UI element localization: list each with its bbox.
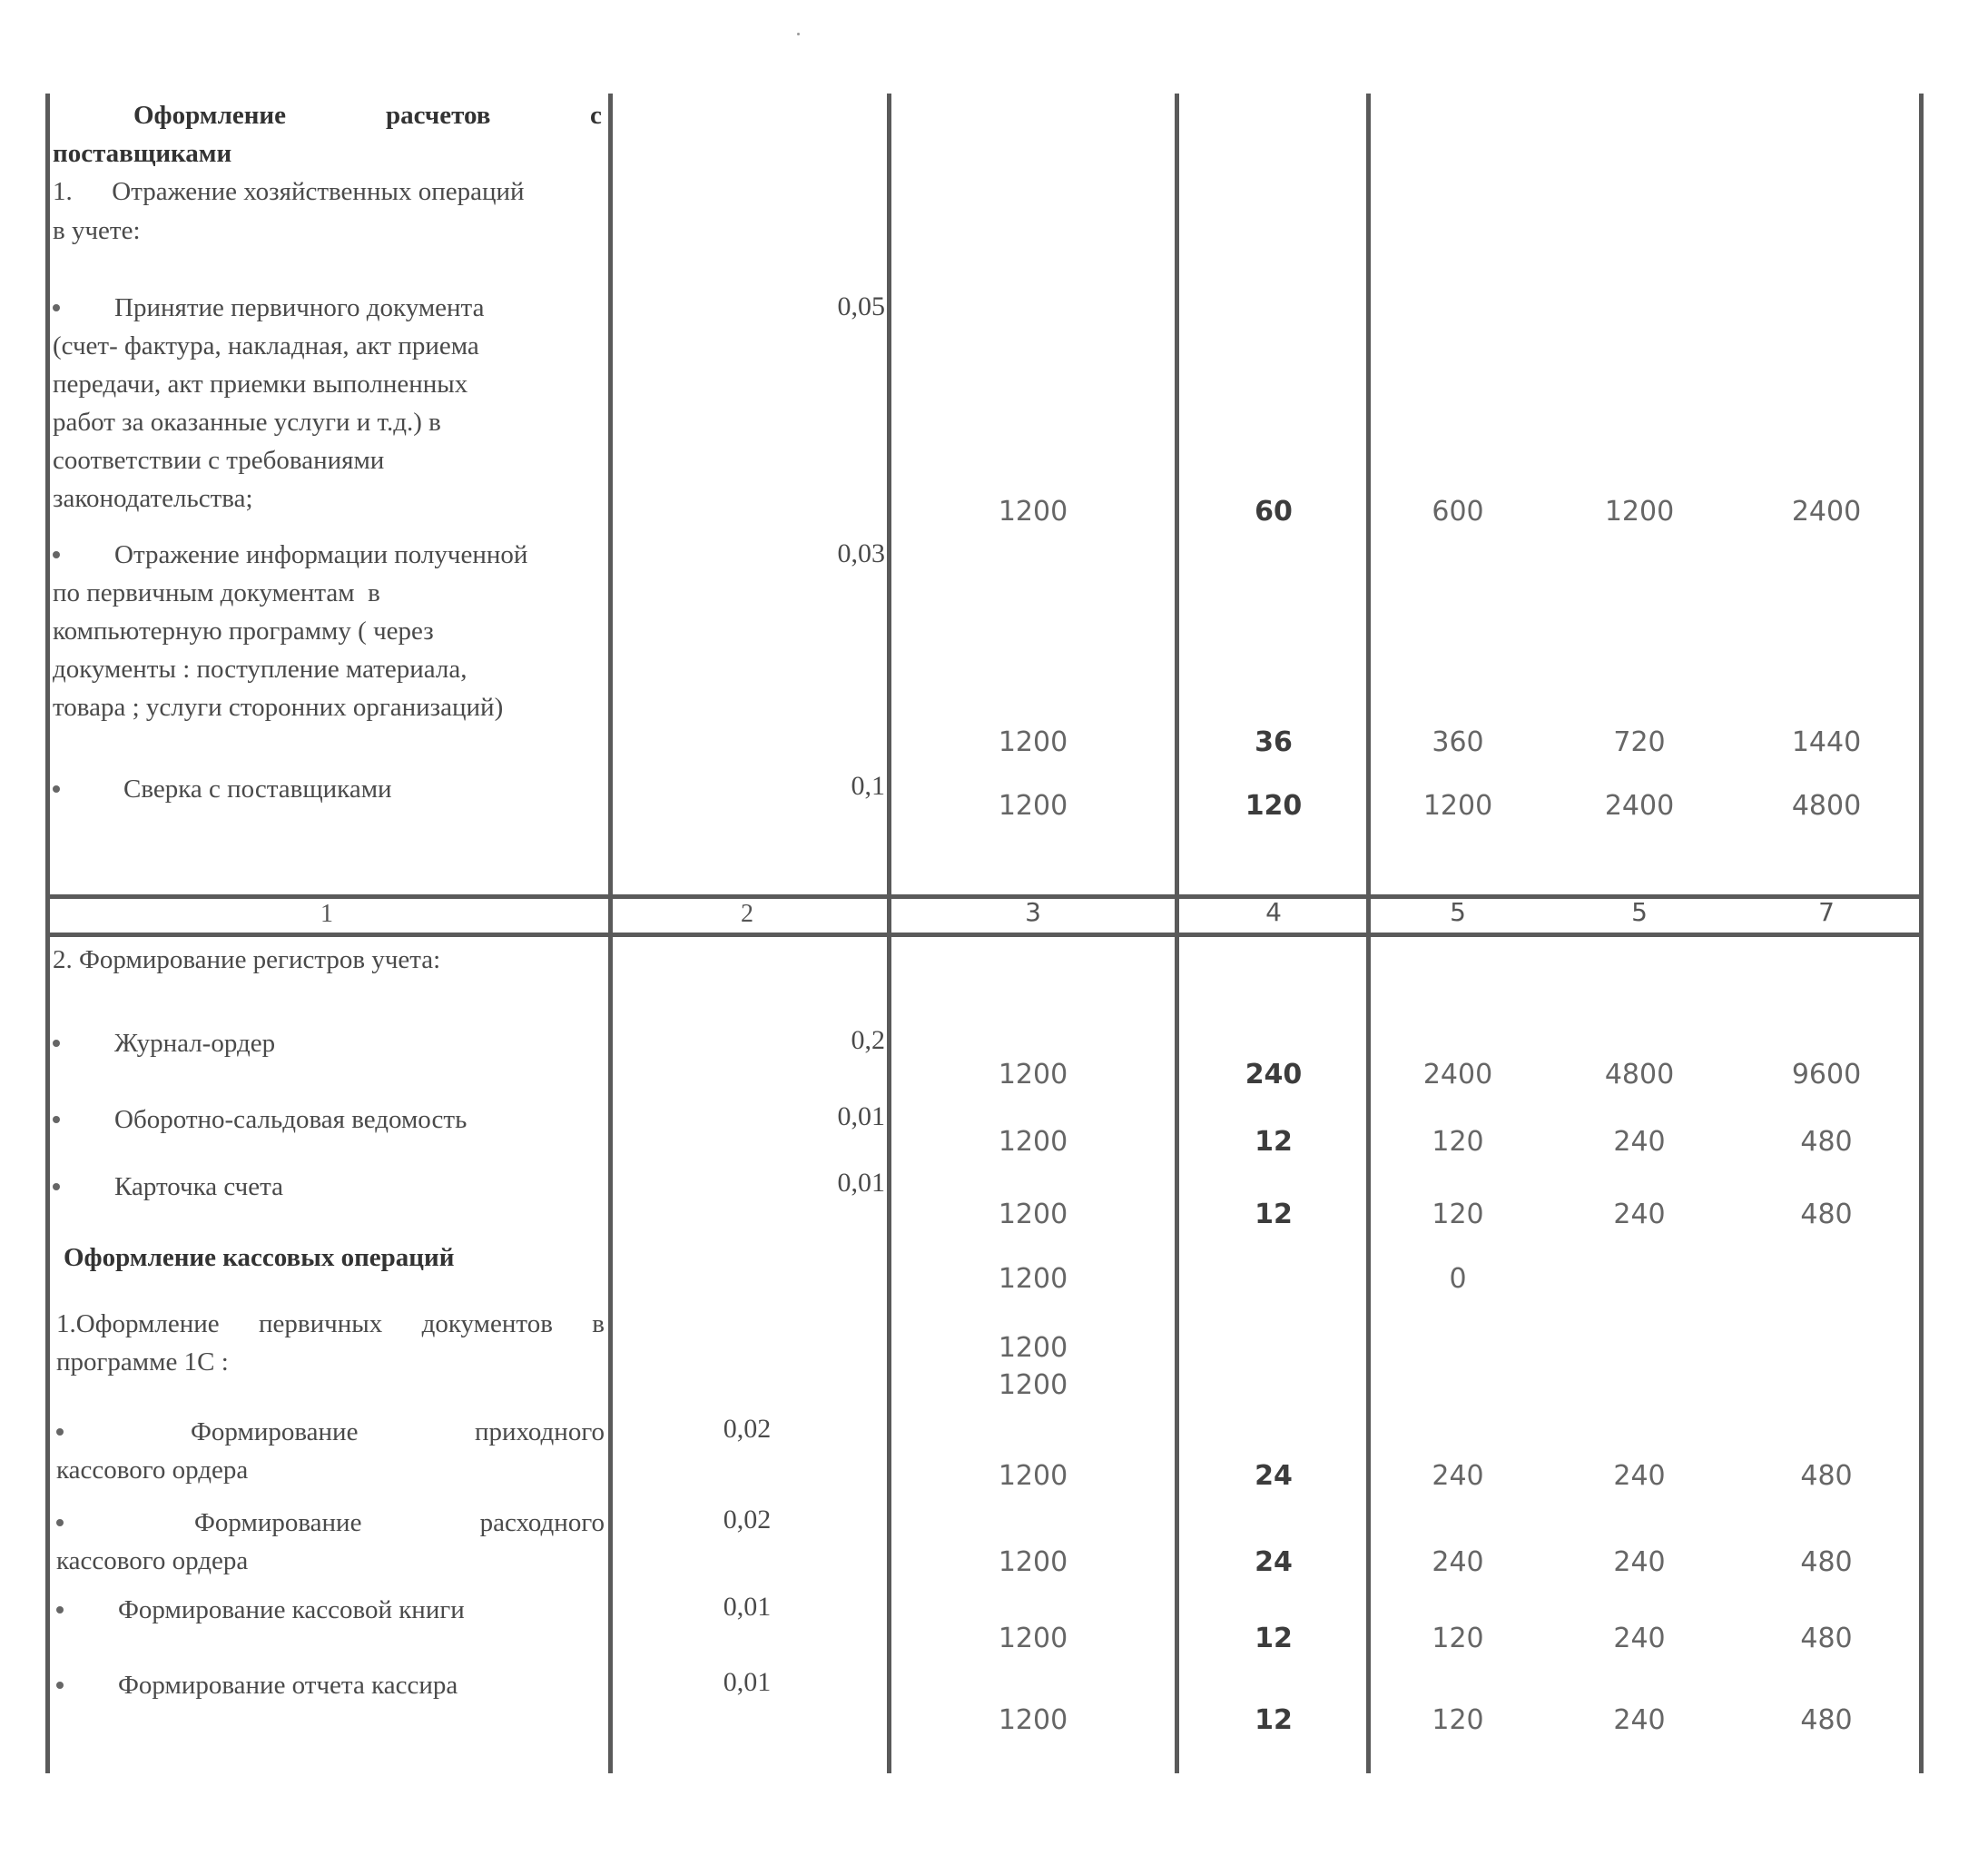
value-cell-c5: 0 <box>1449 1263 1467 1295</box>
value-cell-c3: 1200 <box>998 1126 1068 1158</box>
column-number-6: 5 <box>1631 897 1648 927</box>
section1-title-word3: с <box>590 101 602 130</box>
value-cell-c7: 4800 <box>1791 790 1862 822</box>
value-cell-c4: 24 <box>1255 1546 1293 1578</box>
value-cell-c4: 12 <box>1255 1623 1293 1654</box>
table-row-text-line2: кассового ордера <box>56 1456 249 1485</box>
value-cell-c3: 1200 <box>998 1332 1068 1364</box>
value-cell-c4: 12 <box>1255 1199 1293 1230</box>
table-row-text: Формирование отчета кассира <box>56 1666 458 1704</box>
value-cell-c4: 60 <box>1255 496 1293 528</box>
value-cell-c6: 240 <box>1613 1546 1666 1578</box>
table-row-text <box>53 289 606 518</box>
bullet-icon <box>53 785 60 793</box>
value-cell-c4: 240 <box>1245 1059 1303 1090</box>
value-cell-c7: 2400 <box>1791 496 1862 528</box>
text-line: законодательства; <box>53 484 253 513</box>
value-cell-c6: 240 <box>1613 1704 1666 1736</box>
value-cell-c4: 12 <box>1255 1126 1293 1158</box>
bullet-icon <box>53 304 60 311</box>
column-number-2: 2 <box>741 900 753 928</box>
coefficient-cell: 0,01 <box>723 1592 772 1622</box>
section1-title-word1: Оформление <box>133 101 286 130</box>
table-row-text: Журнал-ордер <box>53 1024 275 1062</box>
value-cell-c7: 1440 <box>1791 726 1862 758</box>
column-number-5: 5 <box>1450 897 1466 927</box>
value-cell-c5: 600 <box>1432 496 1484 528</box>
text-line: передачи, акт приемки выполненных <box>53 370 468 399</box>
section1-title-line2: поставщиками <box>53 139 232 168</box>
coefficient-cell: 0,01 <box>837 1101 885 1131</box>
text-line: Отражение информации полученной <box>53 536 606 574</box>
text-line: работ за оказанные услуги и т.д.) в <box>53 408 441 437</box>
text-line: Принятие первичного документа <box>53 289 606 327</box>
coefficient-cell: 0,01 <box>723 1667 772 1697</box>
bullet-icon <box>53 1040 60 1047</box>
table-row-text: Сверка с поставщиками <box>53 770 392 808</box>
value-cell-c3: 1200 <box>998 1546 1068 1578</box>
value-cell-c5: 240 <box>1432 1546 1484 1578</box>
header-row-bottom-border <box>47 933 1919 937</box>
value-cell-c3: 1200 <box>998 1369 1068 1401</box>
value-cell-c7: 480 <box>1800 1460 1853 1492</box>
table-row-text <box>53 536 606 726</box>
value-cell-c4: 24 <box>1255 1460 1293 1492</box>
column-number-3: 3 <box>1025 897 1041 927</box>
value-cell-c6: 240 <box>1613 1126 1666 1158</box>
value-cell-c5: 120 <box>1432 1199 1484 1230</box>
bullet-icon <box>56 1682 64 1689</box>
value-cell-c3: 1200 <box>998 790 1068 822</box>
table-row-text: Формирование кассовой книги <box>56 1591 465 1629</box>
column-number-4: 4 <box>1265 897 1282 927</box>
value-cell-c5: 360 <box>1432 726 1484 758</box>
bullet-icon <box>56 1519 64 1526</box>
section3-item1-line1: 1.Оформление первичных документов в <box>56 1309 605 1338</box>
value-cell-c5: 240 <box>1432 1460 1484 1492</box>
value-cell-c3: 1200 <box>998 1199 1068 1230</box>
scan-speck <box>797 33 800 35</box>
section1-item1-line1: 1. Отражение хозяйственных операций <box>53 177 525 206</box>
coefficient-cell: 0,1 <box>851 771 885 801</box>
section3-title: Оформление кассовых операций <box>64 1243 455 1272</box>
value-cell-c6: 720 <box>1613 726 1666 758</box>
table-row-text: Оборотно-сальдовая ведомость <box>53 1100 467 1139</box>
value-cell-c7: 480 <box>1800 1199 1853 1230</box>
value-cell-c4: 36 <box>1255 726 1293 758</box>
value-cell-c6: 240 <box>1613 1623 1666 1654</box>
text-line: документы : поступление материала, <box>53 655 467 684</box>
value-cell-c6: 240 <box>1613 1460 1666 1492</box>
coefficient-cell: 0,03 <box>837 538 885 568</box>
value-cell-c7: 480 <box>1800 1546 1853 1578</box>
value-cell-c3: 1200 <box>998 1704 1068 1736</box>
value-cell-c5: 120 <box>1432 1126 1484 1158</box>
value-cell-c5: 1200 <box>1422 790 1493 822</box>
coefficient-cell: 0,02 <box>723 1414 772 1444</box>
value-cell-c3: 1200 <box>998 1460 1068 1492</box>
text-line: соответствии с требованиями <box>53 446 385 475</box>
value-cell-c4: 120 <box>1245 790 1303 822</box>
value-cell-c6: 2400 <box>1604 790 1675 822</box>
text-line: товара ; услуги сторонних организаций) <box>53 693 504 722</box>
coefficient-cell: 0,02 <box>723 1505 772 1535</box>
text-line: компьютерную программу ( через <box>53 617 434 646</box>
text-line: по первичным документам в <box>53 578 380 607</box>
text-line: (счет- фактура, накладная, акт приема <box>53 331 479 360</box>
coefficient-cell: 0,2 <box>851 1025 885 1055</box>
column-number-7: 7 <box>1818 897 1835 927</box>
value-cell-c5: 120 <box>1432 1704 1484 1736</box>
bullet-icon <box>56 1606 64 1613</box>
table-row-text: Формирование приходного <box>56 1413 605 1451</box>
value-cell-c3: 1200 <box>998 496 1068 528</box>
table-row-text: Формирование расходного <box>56 1504 605 1542</box>
value-cell-c5: 120 <box>1432 1623 1484 1654</box>
table-row-text: Карточка счета <box>53 1168 283 1206</box>
value-cell-c6: 240 <box>1613 1199 1666 1230</box>
table-border-right <box>1919 94 1924 1773</box>
value-cell-c3: 1200 <box>998 1059 1068 1090</box>
value-cell-c7: 480 <box>1800 1126 1853 1158</box>
section1-item1-line2: в учете: <box>53 216 141 245</box>
value-cell-c3: 1200 <box>998 1623 1068 1654</box>
coefficient-cell: 0,01 <box>837 1168 885 1198</box>
bullet-icon <box>53 551 60 558</box>
value-cell-c6: 4800 <box>1604 1059 1675 1090</box>
coefficient-cell: 0,05 <box>837 291 885 321</box>
value-cell-c5: 2400 <box>1422 1059 1493 1090</box>
bullet-icon <box>53 1116 60 1123</box>
value-cell-c3: 1200 <box>998 726 1068 758</box>
value-cell-c6: 1200 <box>1604 496 1675 528</box>
bullet-icon <box>56 1428 64 1436</box>
value-cell-c7: 480 <box>1800 1704 1853 1736</box>
section1-title-word2: расчетов <box>386 101 491 130</box>
bullet-icon <box>53 1183 60 1190</box>
value-cell-c7: 480 <box>1800 1623 1853 1654</box>
section2-title: 2. Формирование регистров учета: <box>53 945 441 974</box>
value-cell-c7: 9600 <box>1791 1059 1862 1090</box>
column-number-1: 1 <box>320 900 333 928</box>
value-cell-c4: 12 <box>1255 1704 1293 1736</box>
table-row-text-line2: кассового ордера <box>56 1546 249 1575</box>
section3-item1-line2: программе 1С : <box>56 1347 229 1377</box>
value-cell-c3: 1200 <box>998 1263 1068 1295</box>
